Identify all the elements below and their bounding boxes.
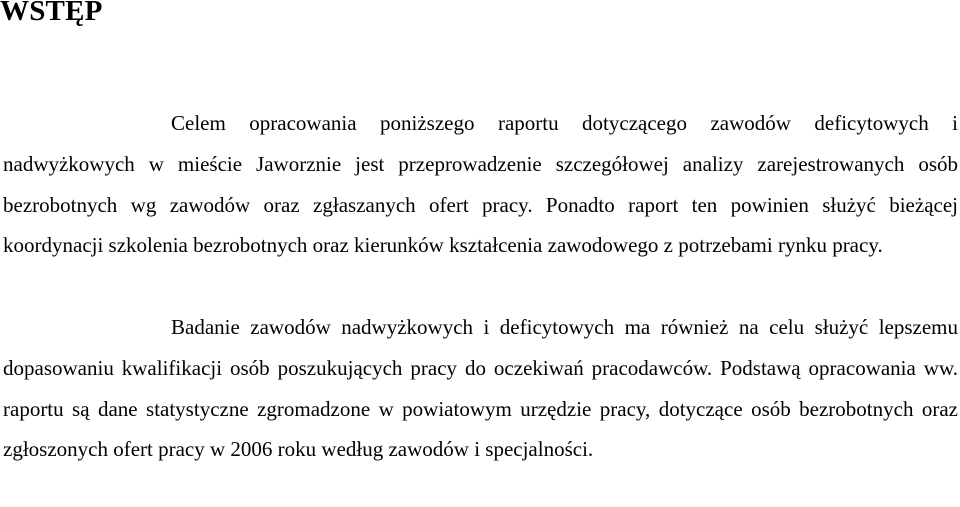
section-heading: WSTĘP xyxy=(0,0,103,27)
paragraph-2: Badanie zawodów nadwyżkowych i deficytowych ma również na celu służyć lepszemu dopasowaniu kwalifikacji osób poszukujących pracy do oczekiwań pracodawców. Podstawą opracowania ww. raportu są dane statystyczne zgromadzone w powiatowym urzędzie pracy, dotyczące osób bezrobotnych oraz zgłoszonych ofert pracy w 2006 roku według zawodów i specjalności. xyxy=(3,315,958,462)
paragraph-1: Celem opracowania poniższego raportu dotyczącego zawodów deficytowych i nadwyżkowych w mieście Jaworznie jest przeprowadzenie szczegółowej analizy zarejestrowanych osób bezrobotnych wg zawodów oraz zgłaszanych ofert pracy. Ponadto raport ten powinien służyć bieżącej koordynacji szkolenia bezrobotnych oraz kierunków kształcenia zawodowego z potrzebami rynku pracy. xyxy=(3,111,958,258)
